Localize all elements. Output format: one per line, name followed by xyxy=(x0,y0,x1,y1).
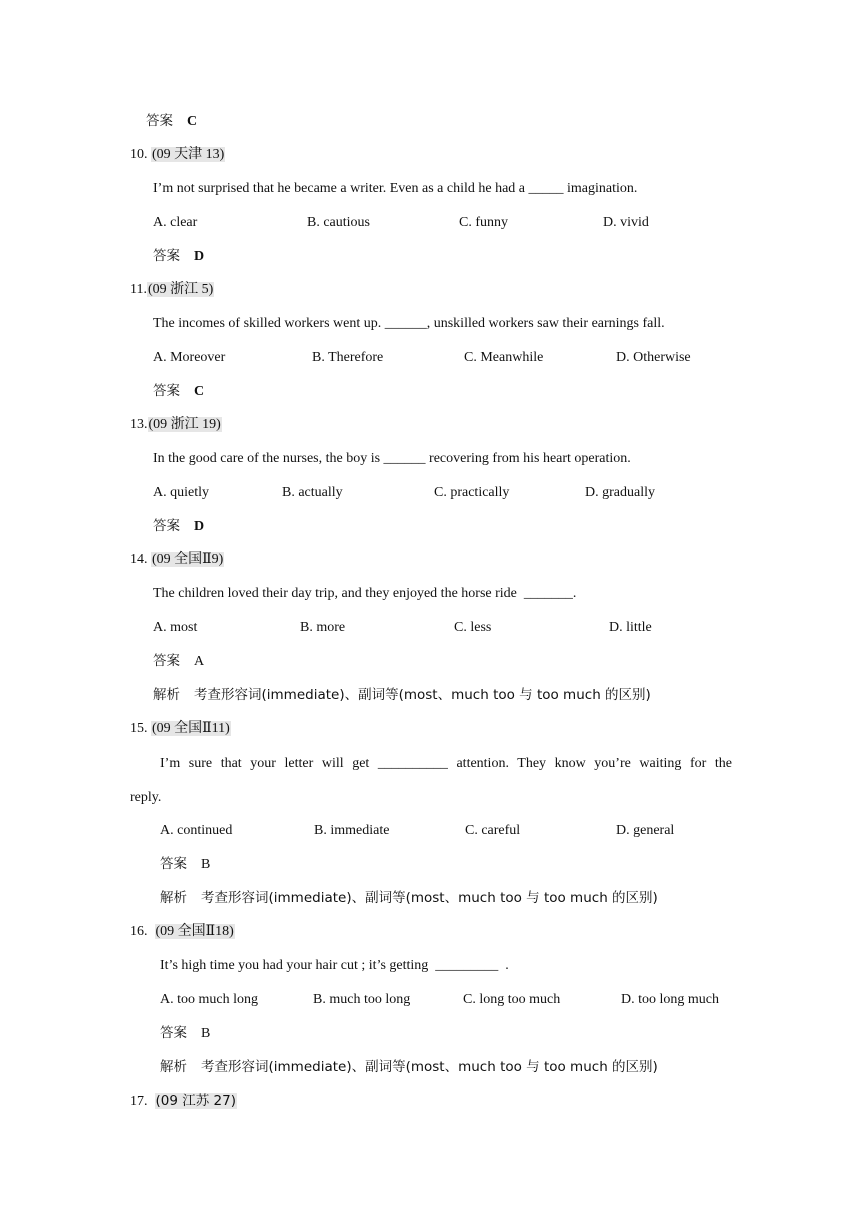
option-c: C. funny xyxy=(459,215,508,230)
question-source: (09 天津 13) xyxy=(152,147,225,162)
answer-value: C xyxy=(194,384,205,399)
option-a: A. Moreover xyxy=(153,350,226,365)
analysis-row xyxy=(160,889,658,908)
answer-label: 答案 xyxy=(153,518,180,534)
question-header xyxy=(130,923,235,941)
question-stem-continued: reply. xyxy=(130,790,162,805)
question-header xyxy=(130,720,231,738)
analysis-label: 解析 xyxy=(153,687,180,703)
answer-row xyxy=(160,1024,210,1043)
question-number: 16. xyxy=(130,924,148,939)
answer-label: 答案 xyxy=(153,383,180,399)
analysis-row xyxy=(160,1058,658,1077)
question-header xyxy=(130,281,214,299)
question-source: (09 全国Ⅱ18) xyxy=(155,924,234,939)
question-number: 10. xyxy=(130,147,148,162)
question-source: (09 浙江 5) xyxy=(147,282,214,297)
option-b: B. immediate xyxy=(314,823,390,838)
question-stem: The incomes of skilled workers went up. ______, unskilled workers saw their earnings fall. xyxy=(153,316,665,331)
answer-value: D xyxy=(194,519,205,534)
option-a: A. quietly xyxy=(153,485,209,500)
option-b: B. actually xyxy=(282,485,343,500)
option-c: C. Meanwhile xyxy=(464,350,544,365)
question-source: (09 江苏 27) xyxy=(155,1093,236,1109)
option-b: B. more xyxy=(300,620,346,635)
answer-row xyxy=(153,652,204,671)
answer-value: A xyxy=(194,654,205,669)
answer-label: 答案 xyxy=(146,113,173,129)
option-c: C. long too much xyxy=(463,992,561,1007)
answer-label: 答案 xyxy=(153,248,180,264)
question-stem: In the good care of the nurses, the boy is ______ recovering from his heart operation. xyxy=(153,451,631,466)
option-c: C. less xyxy=(454,620,492,635)
question-stem: It’s high time you had your hair cut ; it’s getting _________ . xyxy=(160,958,509,973)
analysis-text: 考查形容词(immediate)、副词等(most、much too 与 too much 的区别) xyxy=(194,687,651,703)
answer-row xyxy=(146,112,197,131)
option-a: A. continued xyxy=(160,823,233,838)
option-d: D. too long much xyxy=(621,992,719,1007)
question-number: 14. xyxy=(130,552,148,567)
option-c: C. practically xyxy=(434,485,510,500)
question-header xyxy=(130,1092,237,1111)
option-d: D. Otherwise xyxy=(616,350,691,365)
analysis-text: 考查形容词(immediate)、副词等(most、much too 与 too much 的区别) xyxy=(201,890,658,906)
answer-value: C xyxy=(187,114,198,129)
option-b: B. Therefore xyxy=(312,350,384,365)
answer-value: B xyxy=(201,1026,211,1041)
answer-value: B xyxy=(201,857,211,872)
question-header xyxy=(130,146,225,164)
option-b: B. much too long xyxy=(313,992,411,1007)
question-source: (09 浙江 19) xyxy=(148,417,221,432)
option-d: D. general xyxy=(616,823,675,838)
answer-row xyxy=(153,517,204,536)
answer-label: 答案 xyxy=(153,653,180,669)
question-number: 13. xyxy=(130,417,148,432)
question-source: (09 全国Ⅱ11) xyxy=(152,721,230,736)
question-stem: I’m sure that your letter will get __________ attention. They know you’re waiting for the xyxy=(160,756,732,771)
question-stem: The children loved their day trip, and they enjoyed the horse ride _______. xyxy=(153,586,577,601)
analysis-label: 解析 xyxy=(160,1059,187,1075)
option-b: B. cautious xyxy=(307,215,370,230)
question-header xyxy=(130,416,222,434)
question-number: 17. xyxy=(130,1094,148,1109)
option-d: D. vivid xyxy=(603,215,649,230)
option-a: A. most xyxy=(153,620,198,635)
answer-row xyxy=(160,855,210,874)
analysis-text: 考查形容词(immediate)、副词等(most、much too 与 too much 的区别) xyxy=(201,1059,658,1075)
analysis-label: 解析 xyxy=(160,890,187,906)
answer-value: D xyxy=(194,249,205,264)
option-a: A. too much long xyxy=(160,992,258,1007)
question-source: (09 全国Ⅱ9) xyxy=(152,552,224,567)
question-stem: I’m not surprised that he became a writer. Even as a child he had a _____ imagination. xyxy=(153,181,638,196)
option-a: A. clear xyxy=(153,215,198,230)
question-header xyxy=(130,551,224,569)
option-c: C. careful xyxy=(465,823,521,838)
analysis-row xyxy=(153,686,651,705)
question-number: 11. xyxy=(130,282,147,297)
answer-row xyxy=(153,382,204,401)
option-d: D. gradually xyxy=(585,485,655,500)
answer-label: 答案 xyxy=(160,1025,187,1041)
answer-label: 答案 xyxy=(160,856,187,872)
question-number: 15. xyxy=(130,721,148,736)
option-d: D. little xyxy=(609,620,652,635)
answer-row xyxy=(153,247,204,266)
